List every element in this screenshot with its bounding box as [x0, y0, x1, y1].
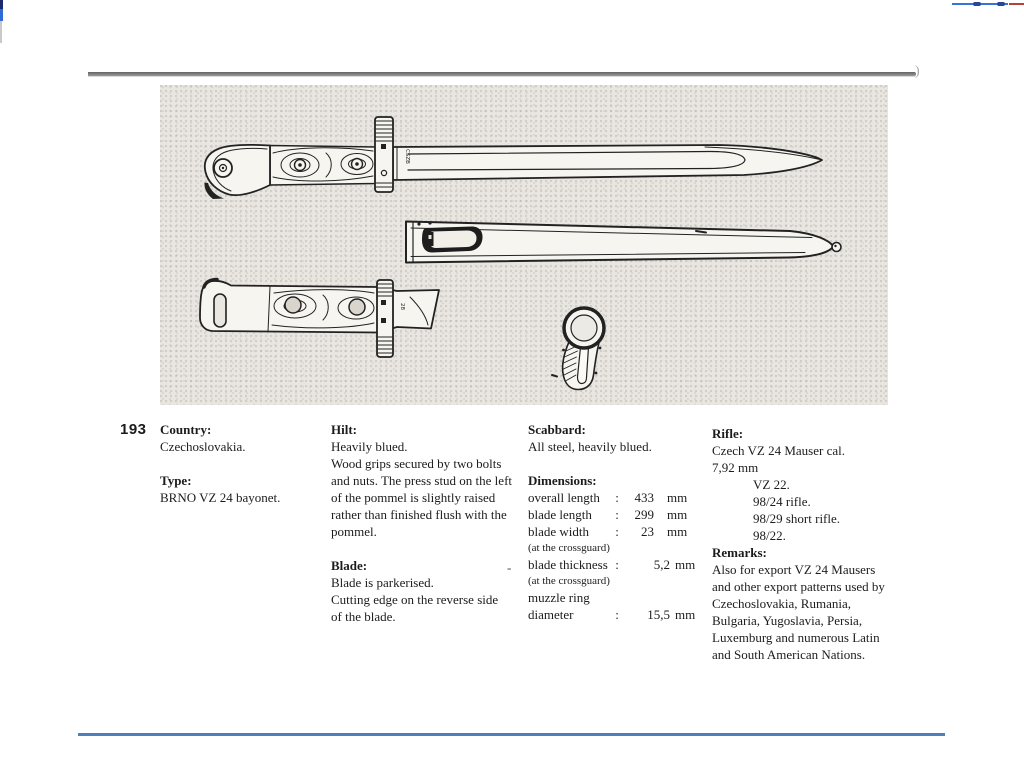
- dimension-name: blade thickness: [528, 557, 608, 572]
- scabbard-label: Scabbard:: [528, 422, 586, 437]
- rule-end-artifact: ): [915, 64, 920, 79]
- rifle-line: Czech VZ 24 Mauser cal.: [712, 443, 845, 458]
- dimension-name: overall length: [528, 490, 600, 505]
- left-edge-blue-segment: [0, 9, 3, 21]
- top-horizontal-rule: [88, 72, 916, 76]
- dimension-name: blade length: [528, 507, 592, 522]
- remarks-label: Remarks:: [712, 545, 767, 560]
- rifle-line: 7,92 mm: [712, 460, 759, 475]
- dimension-value: 5,2: [653, 557, 670, 572]
- dimension-note: (at the crossguard): [528, 575, 610, 587]
- dimension-row: [528, 589, 710, 606]
- scabbard-drawing: [406, 221, 841, 262]
- dimension-unit: mm: [667, 490, 688, 505]
- frog-stud-cross-section: [552, 308, 604, 390]
- dimension-row: blade thickness : 5,2 mm: [528, 557, 696, 572]
- dimension-value: 23: [641, 524, 654, 539]
- column-scabbard-dimensions: [528, 421, 710, 623]
- country-value: Czechoslovakia.: [160, 439, 246, 454]
- bayonet-side-view: [204, 117, 822, 199]
- column-rifle-remarks: [712, 425, 896, 663]
- dimension-name: diameter: [528, 607, 574, 622]
- dimension-name: blade width: [528, 524, 590, 539]
- hilt-line: Heavily blued.: [331, 439, 408, 454]
- reverse-ricasso-marking: 28: [399, 303, 405, 310]
- type-value: BRNO VZ 24 bayonet.: [160, 490, 281, 505]
- dimension-value: 15,5: [647, 607, 670, 622]
- bayonet-reverse-view: [200, 280, 439, 358]
- dimension-row: blade width : 23 mm: [528, 524, 688, 539]
- dimension-value: 299: [634, 507, 654, 522]
- dimension-unit: mm: [675, 607, 696, 622]
- left-edge-navy-segment: [0, 0, 3, 9]
- artifact-blue-blob: [997, 2, 1005, 6]
- dimension-note: (at the crossguard): [528, 542, 610, 554]
- left-edge-scan-artifact: [0, 0, 3, 43]
- dimensions-label: Dimensions:: [528, 473, 597, 488]
- grip-bolt: [349, 299, 365, 315]
- blade-line: Blade is parkerised.: [331, 575, 434, 590]
- column-hilt-blade: [331, 421, 512, 625]
- dimension-row: blade length : 299 mm: [528, 507, 688, 522]
- rifle-model: 98/22.: [753, 528, 786, 543]
- bottom-horizontal-rule: [78, 733, 945, 736]
- type-label: Type:: [160, 473, 192, 488]
- rifle-model: 98/24 rifle.: [753, 494, 811, 509]
- dimension-unit: mm: [667, 524, 688, 539]
- scan-speck: -: [507, 560, 512, 575]
- dimension-row: overall length : 433 mm: [528, 490, 688, 505]
- hilt-paragraph: Wood grips secured by two bolts and nuts. The press stud on the left of the pommel is slightly raised rather than finished flush with the pommel.: [331, 456, 513, 539]
- remarks-paragraph: Also for export VZ 24 Mausers and other export patterns used by Czechoslovakia, Rumania, Bulgaria, Yugoslavia, Persia, Luxemburg and numerous Latin and South American Nations.: [712, 562, 885, 662]
- bayonet-illustration-plate: [160, 85, 888, 405]
- artifact-red-segment: [1009, 3, 1024, 5]
- pommel-t-slot: [214, 294, 226, 327]
- dimension-unit: mm: [667, 507, 688, 522]
- rifle-label: Rifle:: [712, 426, 744, 441]
- rifle-model: VZ 22.: [753, 477, 790, 492]
- dimension-row: diameter : 15,5 mm: [528, 607, 696, 622]
- ricasso-marking: CSZB: [404, 149, 410, 164]
- blade-paragraph: Cutting edge on the reverse side of the blade.: [331, 592, 499, 624]
- scabbard-text: All steel, heavily blued.: [528, 439, 652, 454]
- rifle-model: 98/29 short rifle.: [753, 511, 841, 526]
- artifact-blue-blob: [973, 2, 981, 6]
- dimension-unit: mm: [675, 557, 696, 572]
- entry-number: 193: [120, 421, 147, 438]
- left-edge-gray-segment: [0, 21, 2, 43]
- grip-bolt: [285, 297, 301, 313]
- hilt-label: Hilt:: [331, 422, 357, 437]
- column-country-type: [160, 421, 320, 506]
- bayonet-drawings: [160, 85, 888, 405]
- dimension-name: muzzle ring: [528, 590, 590, 605]
- country-label: Country:: [160, 422, 212, 437]
- dimension-value: 433: [634, 490, 654, 505]
- blade-label: Blade:: [331, 558, 368, 573]
- scabbard-ball-finial: [832, 243, 841, 252]
- top-right-scan-artifact: [952, 2, 1024, 7]
